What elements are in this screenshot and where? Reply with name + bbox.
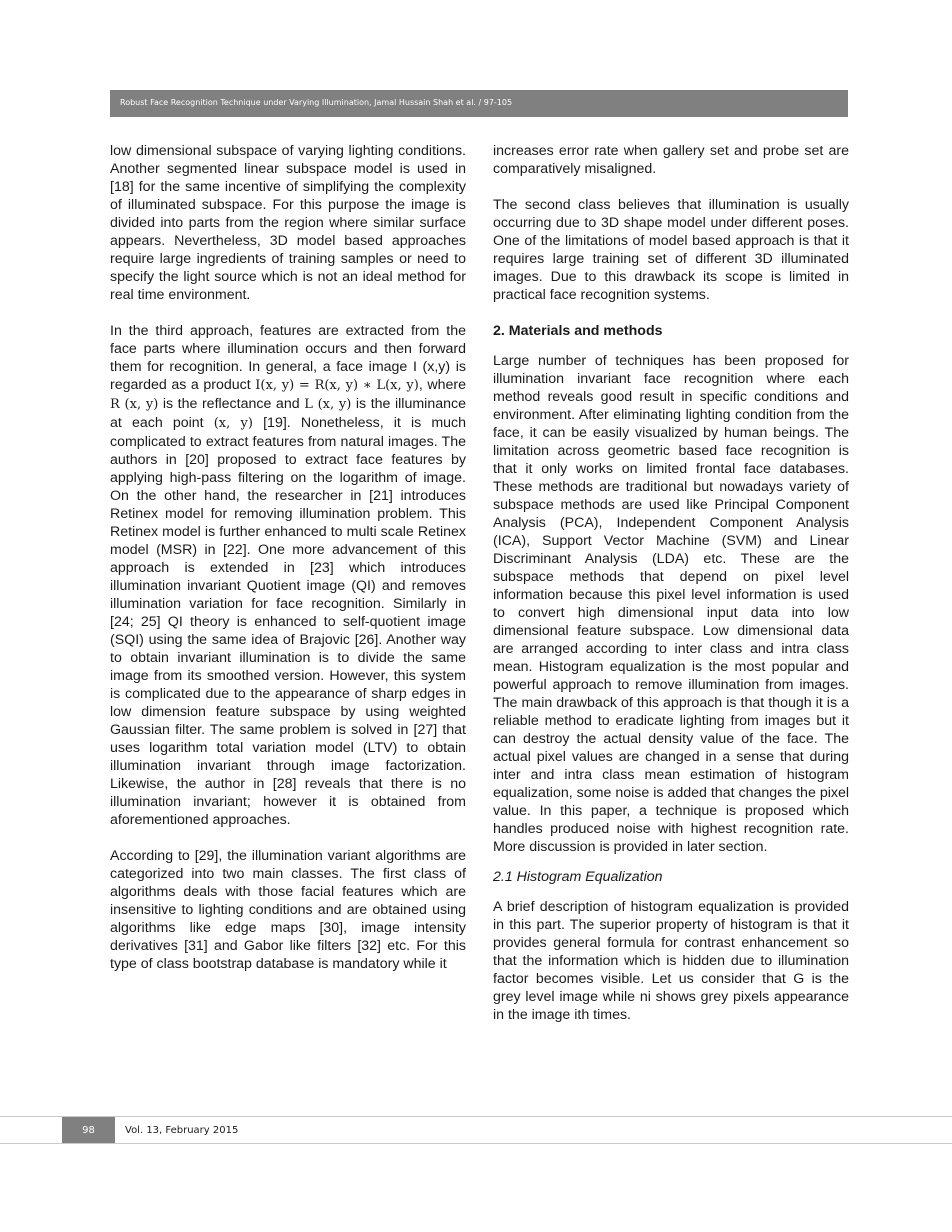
running-title: Robust Face Recognition Technique under Varying Illumination, Jamal Hussain Shah et al. / 97-105	[120, 98, 513, 107]
subsection-heading: 2.1 Histogram Equalization	[493, 869, 663, 885]
p2-text-a: In the third approach, features are extracted from the face parts where illumination occurs and then forward them for recognition. In general, a face image I (x,y) is regarded as a product	[110, 323, 466, 393]
right-column	[493, 142, 849, 1024]
p2-text-e: [19]. Nonetheless, it is much complicated to extract features from natural images. The authors in [20] proposed to extract face features by applying high-pass filtering on the logarithm of image. On the other hand, the researcher in [21] introduces Retinex model for removing illumination problem. This Retinex model is further enhanced to multi scale Retinex model (MSR) in [22]. One more advancement of this approach is extended in [23] which introduces illumination invariant Quotient image (QI) and removes illumination variation for face recognition. Similarly in [24; 25] QI theory is enhanced to self-quotient image (SQI) using the same idea of Brajovic [26]. Another way to obtain invariant illumination is to divide the same image from its smoothed version. However, this system is complicated due to the appearance of sharp edges in low dimension feature subspace by using weighted Gaussian filter. The same problem is solved in [27] that uses logarithm total variation model (LTV) to obtain illumination invariant through image factorization. Likewise, the author in [28] reveals that there is no illumination invariant; however it is obtained from aforementioned approaches.	[110, 415, 467, 828]
p2-text-c: is the reflectance and	[162, 396, 300, 412]
right-paragraph-3: Large number of techniques has been proposed for illumination invariant face recognition where each method reveals good result in specific conditions and environment. After eliminating lighting condition from the face, it can be easily visualized by human beings. The limitation across geometric based face recognition is that it only works on limited frontal face databases. These methods are traditional but nowadays variety of subspace methods are used like Principal Component Analysis (PCA), Independent Component Analysis (ICA), Support Vector Machine (SVM) and Linear Discriminant Analysis (LDA) etc. These are the subspace methods that depend on pixel level information because this pixel level information is used to convert high dimensional input data into low dimensional feature subspace. Low dimensional data are arranged according to inter class and intra class mean. Histogram equalization is the most popular and powerful approach to remove illumination from images. The main drawback of this approach is that though it is a reliable method to eradicate lighting from images but it can destroy the actual density value of the face. The actual pixel values are changed in a sense that during inter and intra class mean estimation of histogram equalization, some noise is added that changes the pixel value. In this paper, a technique is proposed which handles produced noise with highest recognition rate. More discussion is provided in later section.	[493, 353, 849, 855]
p2-text-b: , where	[418, 377, 466, 393]
section-heading: 2. Materials and methods	[493, 323, 663, 339]
footer-rule-top	[0, 1116, 952, 1117]
right-paragraph-1: increases error rate when gallery set and probe set are comparatively misaligned.	[493, 143, 849, 177]
footer-rule-bottom	[0, 1143, 952, 1144]
page-number-box	[62, 1117, 115, 1143]
page-number: 98	[82, 1125, 95, 1136]
formula-illuminance: L (x, y)	[304, 397, 352, 412]
p2-text-d: is the illuminance at each point	[110, 396, 466, 431]
running-header-bar	[110, 90, 848, 117]
left-paragraph-1: low dimensional subspace of varying lighting conditions. Another segmented linear subspace model is used in [18] for the same incentive of simplifying the complexity of illuminated subspace. For this purpose the image is divided into parts from the region where similar surface appears. Nevertheless, 3D model based approaches require large ingredients of training samples or need to specify the light source which is not an ideal method for real time environment.	[110, 143, 466, 303]
left-paragraph-2	[110, 322, 466, 829]
right-paragraph-4: A brief description of histogram equalization is provided in this part. The superior property of histogram is that it provides general formula for contrast enhancement so that the information which is hidden due to illumination factor becomes visible. Let us consider that G is the grey level image while ni shows grey pixels appearance in the image ith times.	[493, 899, 849, 1023]
formula-reflectance: R (x, y)	[110, 397, 159, 412]
volume-info: Vol. 13, February 2015	[125, 1125, 239, 1136]
formula-product: I(x, y) = R(x, y) ∗ L(x, y)	[255, 378, 419, 393]
right-paragraph-2: The second class believes that illumination is usually occurring due to 3D shape model under different poses. One of the limitations of model based approach is that it requires large training set of different 3D illuminated images. Due to this drawback its scope is limited in practical face recognition systems.	[493, 197, 849, 303]
left-paragraph-3: According to [29], the illumination variant algorithms are categorized into two main classes. The first class of algorithms deals with those facial features which are insensitive to lighting conditions and are obtained using algorithms like edge maps [30], image intensity derivatives [31] and Gabor like filters [32] etc. For this type of class bootstrap database is mandatory while it	[110, 848, 466, 972]
left-column	[110, 142, 466, 973]
formula-point: (x, y)	[213, 416, 253, 431]
